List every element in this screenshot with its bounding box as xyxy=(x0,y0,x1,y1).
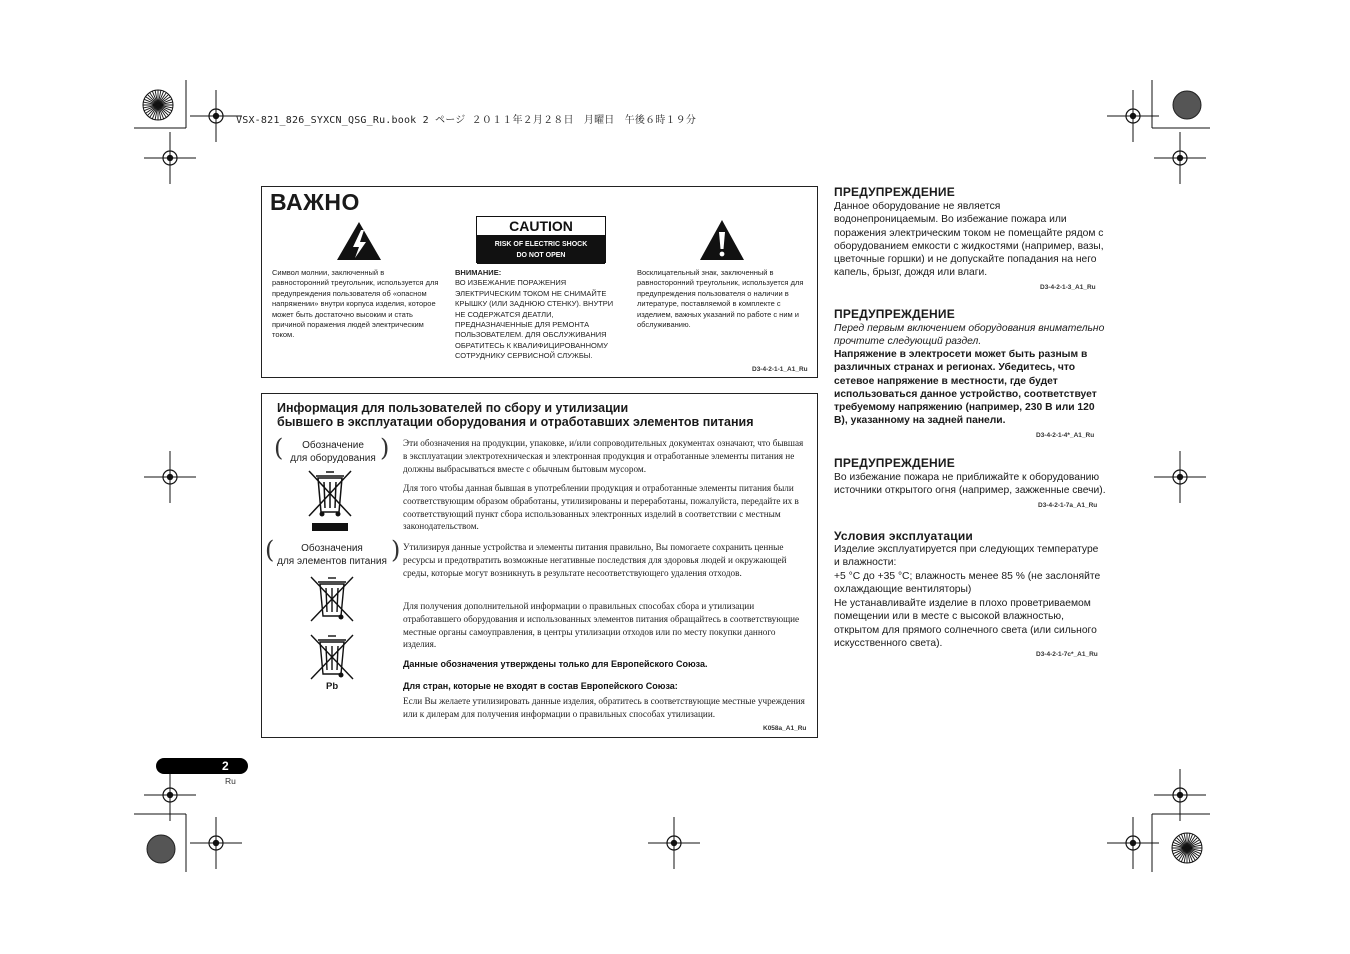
important-title: ВАЖНО xyxy=(270,189,360,215)
equipment-label-2: для оборудования xyxy=(290,453,376,464)
conditions-text-1: Изделие эксплуатируется при следующих температуре и влажности: xyxy=(834,544,1099,569)
warning-2-code: D3-4-2-1-4*_A1_Ru xyxy=(1036,432,1095,439)
disposal-paragraph-3: Утилизируя данные устройства и элементы питания правильно, Вы помогаете сохранить ценные ресурсы и предотвратить возможные негативные последствия для здоровья людей и окружающей среды, которые могут возникнуть в результате несоответствующего удаления отходов. xyxy=(403,542,787,578)
paren-left: ( xyxy=(274,434,284,462)
warning-2-bold: Напряжение в электросети может быть разным в различных странах и регионах. Убедитесь, что сетевое напряжение в местности, где будет использоваться данное устройство, соответствует требуемому напряжению (например, 230 В или 120 В), указанному на задней панели. xyxy=(834,349,1097,427)
disposal-paragraph-4: Для получения дополнительной информации о правильных способах сбора и утилизации отработавшего оборудования и использованных элементов питания обращайтесь в соответствующие местные органы самоуправления, в центры утилизации отходов или по месту покупки данного изделия. xyxy=(403,601,800,650)
important-code: D3-4-2-1-1_A1_Ru xyxy=(752,366,808,373)
warning-1-text: Данное оборудование не является водонепроницаемым. Во избежание пожара или поражения электрическим током не помещайте рядом с оборудованием емкости с жидкостями (например, вазы, цветочные горшки) и не допускайте попадания на него капель, брызг, дождя или влаги. xyxy=(834,201,1104,279)
warning-1-heading: ПРЕДУПРЕЖДЕНИЕ xyxy=(834,185,955,199)
battery-symbol-label xyxy=(272,542,392,568)
registration-dot-mark xyxy=(1173,91,1201,119)
paren-left: ( xyxy=(265,536,275,564)
disposal-non-eu-heading: Для стран, которые не входят в состав Европейского Союза: xyxy=(403,681,678,691)
page-number-pill xyxy=(156,758,248,774)
crossed-bin-pb-icon xyxy=(308,632,356,682)
conditions-code: D3-4-2-1-7c*_A1_Ru xyxy=(1036,651,1098,658)
caution-heading: ВНИМАНИЕ: xyxy=(455,268,502,277)
disposal-paragraph-7: Если Вы желаете утилизировать данные изделия, обратитесь в соответствующие местные учреждения или к дилерам для получения информации о правильных способах утилизации. xyxy=(403,696,805,719)
exclamation-triangle-icon xyxy=(698,218,746,262)
warning-2-heading: ПРЕДУПРЕЖДЕНИЕ xyxy=(834,307,955,321)
conditions-text-3: Не устанавливайте изделие в плохо проветриваемом помещении или в месте с высокой влажностью, открытом для прямого солнечного света (или сильного искусственного света). xyxy=(834,598,1097,649)
disposal-heading-1: Информация для пользователей по сбору и утилизации xyxy=(277,401,629,415)
exclamation-description: Восклицательный знак, заключенный в равносторонний треугольник, используется для предупреждения пользователя о наличии в литературе, поставляемой в комплекте с изделием, важных указаний по работе с ним и обслуживанию. xyxy=(637,268,804,330)
warning-2-italic: Перед первым включением оборудования внимательно прочтите следующий раздел. xyxy=(834,323,1105,348)
caution-label xyxy=(476,216,606,263)
caution-text-block xyxy=(455,268,623,362)
warning-3-heading: ПРЕДУПРЕЖДЕНИЕ xyxy=(834,456,955,470)
lightning-triangle-icon xyxy=(335,220,383,262)
registration-star-mark xyxy=(1172,833,1202,863)
warning-1-code: D3-4-2-1-3_A1_Ru xyxy=(1040,284,1096,291)
warning-3-text: Во избежание пожара не приближайте к оборудованию источники открытого огня (например, зажженные свечи). xyxy=(834,472,1106,497)
registration-star-mark xyxy=(143,90,173,120)
battery-label-2: для элементов питания xyxy=(277,556,387,567)
conditions-text-2: +5 °C до +35 °C; влажность менее 85 % (не заслоняйте охлаждающие вентиляторы) xyxy=(834,571,1101,596)
page-number: 2 xyxy=(222,759,229,773)
equipment-label-1: Обозначение xyxy=(302,440,364,451)
page-language: Ru xyxy=(225,776,236,786)
conditions-heading: Условия эксплуатации xyxy=(834,529,973,543)
disposal-paragraph-2: Для того чтобы данная бывшая в употреблении продукция и отработанные элементы питания были соответствующим образом обработаны, утилизированы и переработаны, пожалуйста, передайте их в соответствующий пункт сбора использованных электронных изделий в соответствии с местным законодательством. xyxy=(403,483,799,532)
disposal-heading-2: бывшего в эксплуатации оборудования и отработавших элементов питания xyxy=(277,415,754,429)
crossed-bin-battery-icon xyxy=(308,574,356,624)
battery-label-1: Обозначения xyxy=(301,543,363,554)
warning-3-code: D3-4-2-1-7a_A1_Ru xyxy=(1038,502,1098,509)
disposal-eu-note: Данные обозначения утверждены только для Европейского Союза. xyxy=(403,659,708,669)
caution-body: ВО ИЗБЕЖАНИЕ ПОРАЖЕНИЯ ЭЛЕКТРИЧЕСКИМ ТОКОМ НЕ СНИМАЙТЕ КРЫШКУ (ИЛИ ЗАДНЮЮ СТЕНКУ). ВНУТРИ НЕ СОДЕРЖАТСЯ ДЕАТЛИ, ПРЕДНАЗНАЧЕННЫЕ ДЛЯ РЕМОНТА ПОЛЬЗОВАТЕЛЕМ. ДЛЯ ОБСЛУЖИВАНИЯ ОБРАТИТЕСЬ К КВАЛИФИЦИРОВАННОМУ СОТРУДНИКУ СЕРВИСНОЙ СЛУЖБЫ. xyxy=(455,278,614,361)
caution-title: CAUTION xyxy=(477,217,605,236)
crossed-bin-icon xyxy=(306,468,354,534)
disposal-paragraph-1: Эти обозначения на продукции, упаковке, и/или сопроводительных документах означают, что бывшая в эксплуатации электротехническая и электронная продукция и отработанные элементы питания не должны выбрасываться вместе с обычным бытовым мусором. xyxy=(403,438,804,474)
caution-sub1: RISK OF ELECTRIC SHOCK xyxy=(494,241,588,248)
equipment-symbol-label xyxy=(283,439,383,465)
caution-subtitle xyxy=(477,236,605,264)
caution-sub2: DO NOT OPEN xyxy=(516,252,566,259)
disposal-code: K058a_A1_Ru xyxy=(763,725,807,732)
paren-right: ) xyxy=(391,536,401,564)
paren-right: ) xyxy=(380,434,390,462)
registration-dot-mark xyxy=(147,835,175,863)
pb-label: Pb xyxy=(326,681,339,692)
lightning-description: Символ молнии, заключенный в равносторонний треугольник, используется для предупреждения пользователя об «опасном напряжении» внутри корпуса изделия, которое может быть достаточно высоким и стать причиной поражения людей электрическим током. xyxy=(272,268,439,340)
file-header: VSX-821_826_SYXCN_QSG_Ru.book 2 ページ ２０１１年２月２８日 月曜日 午後６時１９分 xyxy=(236,115,697,126)
